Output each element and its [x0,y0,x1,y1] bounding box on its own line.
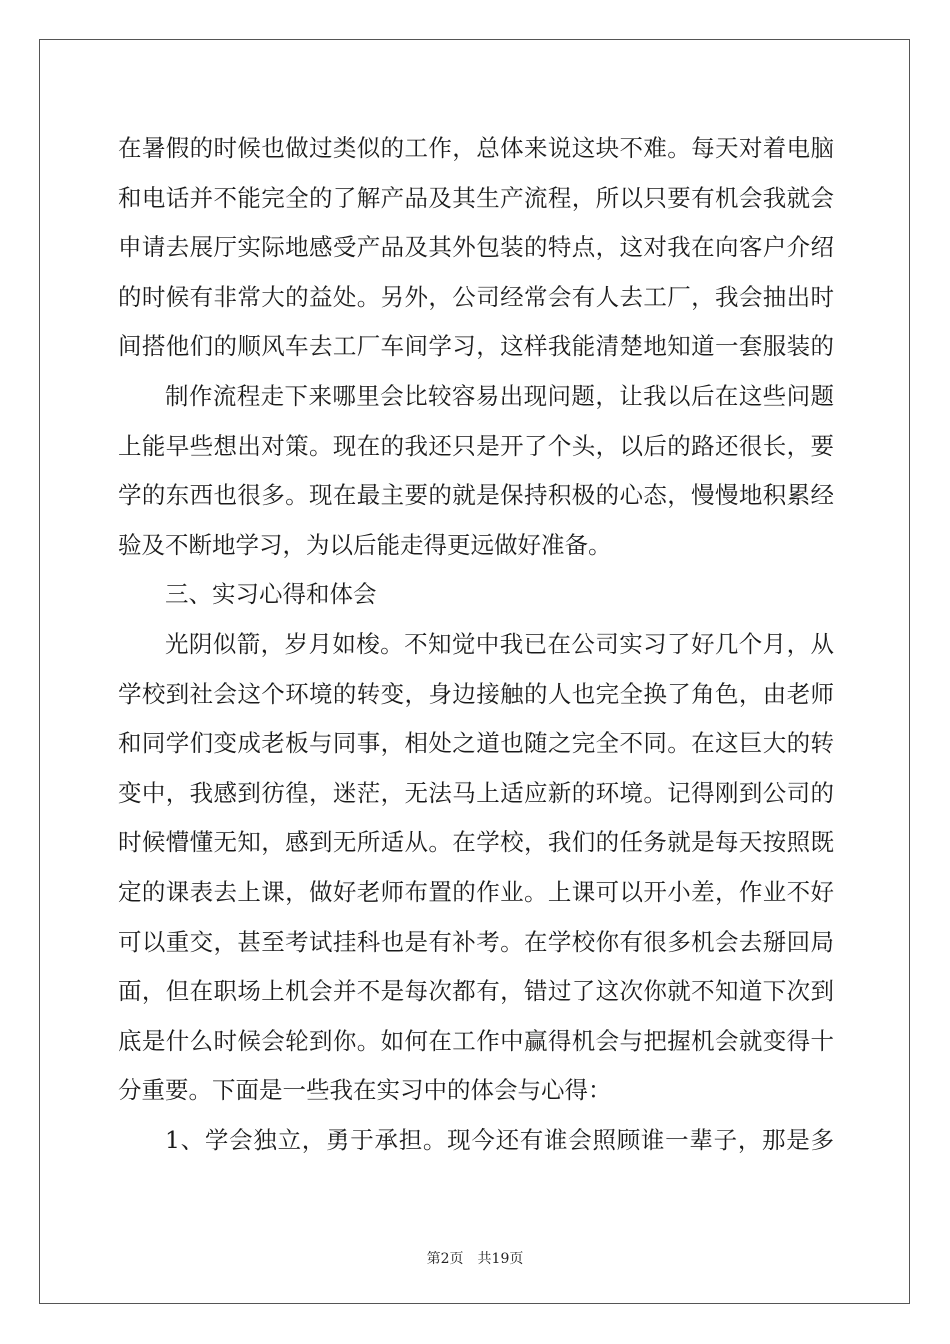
text-line: 制作流程走下来哪里会比较容易出现问题，让我以后在这些问题 [165,381,834,410]
text-line: 光阴似箭，岁月如梭。不知觉中我已在公司实习了好几个月，从 [165,629,834,658]
text-line: 的时候有非常大的益处。另外，公司经常会有人去工厂，我会抽出时 [118,282,834,311]
text-line: 底是什么时候会轮到你。如何在工作中赢得机会与把握机会就变得十 [118,1026,834,1055]
text-line: 上能早些想出对策。现在的我还只是开了个头，以后的路还很长，要 [118,431,834,460]
document-body [118,124,834,1165]
text-line: 定的课表去上课，做好老师布置的作业。上课可以开小差，作业不好 [118,877,834,906]
text-line: 可以重交，甚至考试挂科也是有补考。在学校你有很多机会去掰回局 [118,927,834,956]
text-line: 三、实习心得和体会 [165,580,377,609]
page-footer [0,1248,950,1268]
text-line: 1、学会独立，勇于承担。现今还有谁会照顾谁一辈子，那是多 [165,1125,834,1154]
text-line: 学校到社会这个环境的转变，身边接触的人也完全换了角色，由老师 [118,679,834,708]
text-line: 和电话并不能完全的了解产品及其生产流程，所以只要有机会我就会 [118,183,834,212]
text-line: 验及不断地学习，为以后能走得更远做好准备。 [118,530,612,559]
text-line: 申请去展厅实际地感受产品及其外包装的特点，这对我在向客户介绍 [118,233,834,262]
text-line: 变中，我感到彷徨，迷茫，无法马上适应新的环境。记得刚到公司的 [118,778,834,807]
text-line: 和同学们变成老板与同事，相处之道也随之完全不同。在这巨大的转 [118,729,834,758]
text-line: 面，但在职场上机会并不是每次都有，错过了这次你就不知道下次到 [118,977,834,1006]
text-line: 在暑假的时候也做过类似的工作，总体来说这块不难。每天对着电脑 [118,134,834,162]
text-line: 间搭他们的顺风车去工厂车间学习，这样我能清楚地知道一套服装的 [118,332,834,361]
text-line: 分重要。下面是一些我在实习中的体会与心得： [118,1076,612,1105]
text-line: 学的东西也很多。现在最主要的就是保持积极的心态，慢慢地积累经 [118,481,834,510]
page-number: 第2页 [426,1251,464,1267]
text-line: 时候懵懂无知，感到无所适从。在学校，我们的任务就是每天按照既 [118,828,834,857]
page-total: 共19页 [477,1251,524,1267]
